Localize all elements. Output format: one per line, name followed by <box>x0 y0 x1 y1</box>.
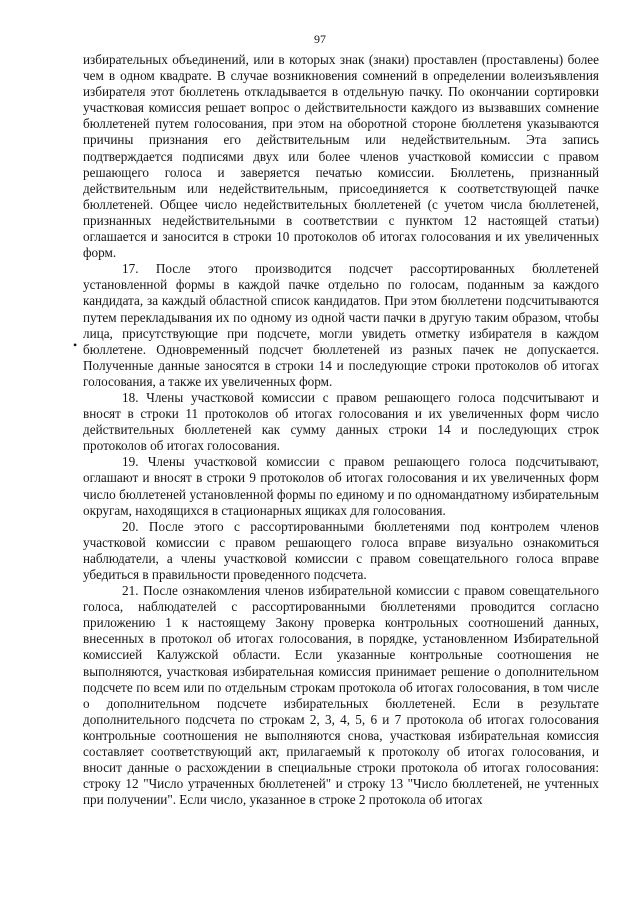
paragraph-17: 17. После этого производится подсчет рассортированных бюллетеней установленной формы в каждой пачке отдельно по голосам, поданным за каждого кандидата, за каждый областной список кандидатов. При этом бюллетени подсчитываются путем перекладывания их по одному из одной части пачки в другую таким образом, чтобы лица, присутствующие при подсчете, могли увидеть отметку избирателя в каждом бюллетене. Одновременный подсчет бюллетеней из разных пачек не допускается. Полученные данные заносятся в строки 14 и последующие строки протоколов об итогах голосования, а также их увеличенных форм. <box>83 261 599 389</box>
paragraph-18: 18. Члены участковой комиссии с правом решающего голоса подсчитывают и вносят в строки 11 протоколов об итогах голосования и их увеличенных форм число действительных бюллетеней как сумму данных строки 14 и последующих строк протоколов об итогах голосования. <box>83 389 599 454</box>
paragraph-21: 21. После ознакомления членов избирательной комиссии с правом совещательного голоса, наблюдателей с рассортированными бюллетенями проводится согласно приложению 1 к настоящему Закону проверка контрольных соотношений данных, внесенных в протокол об итогах голосования, в порядке, установленном Избирательной комиссией Калужской области. Если указанные контрольные соотношения не выполняются, участковая избирательная комиссия принимает решение о дополнительном подсчете по всем или по отдельным строкам протокола об итогах голосования, в том числе о дополнительном подсчете избирательных бюллетеней. Если в результате дополнительного подсчета по строкам 2, 3, 4, 5, 6 и 7 протокола об итогах голосования контрольные соотношения не выполняются снова, участковая избирательная комиссия составляет соответствующий акт, прилагаемый к протоколу об итогах голосования, и вносит данные о расхождении в специальные строки протокола об итогах голосования: строку 12 "Число утраченных бюллетеней" и строку 13 "Число бюллетеней, не учтенных при получении". Если число, указанное в строке 2 протокола об итогах <box>83 583 599 808</box>
margin-bullet-mark: • <box>73 338 78 352</box>
page-number: 97 <box>314 32 326 46</box>
paragraph-20: 20. После этого с рассортированными бюллетенями под контролем членов участковой комиссии с правом решающего голоса вправе визуально ознакомиться наблюдатели, а члены участковой комиссии с правом совещательного голоса вправе убедиться в правильности проведенного подсчета. <box>83 518 599 582</box>
paragraph-continuation: избирательных объединений, или в которых знак (знаки) проставлен (проставлены) более чем в одном квадрате. В случае возникновения сомнений в определении волеизъявления избирателя этот бюллетень откладывается в отдельную пачку. По окончании сортировки участковая комиссия решает вопрос о действительности каждого из вызвавших сомнение бюллетеней путем голосования, при этом на оборотной стороне бюллетеня указываются причины признания его действительным или недействительным. Эта запись подтверждается подписями двух или более членов участковой комиссии с правом решающего голоса и заверяется печатью комиссии. Бюллетень, признанный действительным или недействительным, присоединяется к соответствующей пачке бюллетеней. Общее число недействительных бюллетеней (с учетом числа бюллетеней, признанных недействительными в соответствии с пунктом 12 настоящей статьи) оглашается и заносится в строки 10 протоколов об итогах голосования и их увеличенных форм. <box>83 52 599 261</box>
document-body <box>83 52 599 808</box>
paragraph-19: 19. Члены участковой комиссии с правом решающего голоса подсчитывают, оглашают и вносят в строки 9 протоколов об итогах голосования и их увеличенных форм число бюллетеней установленной формы по единому и по одномандатному избирательным округам, находящихся в стационарных ящиках для голосования. <box>83 454 599 518</box>
